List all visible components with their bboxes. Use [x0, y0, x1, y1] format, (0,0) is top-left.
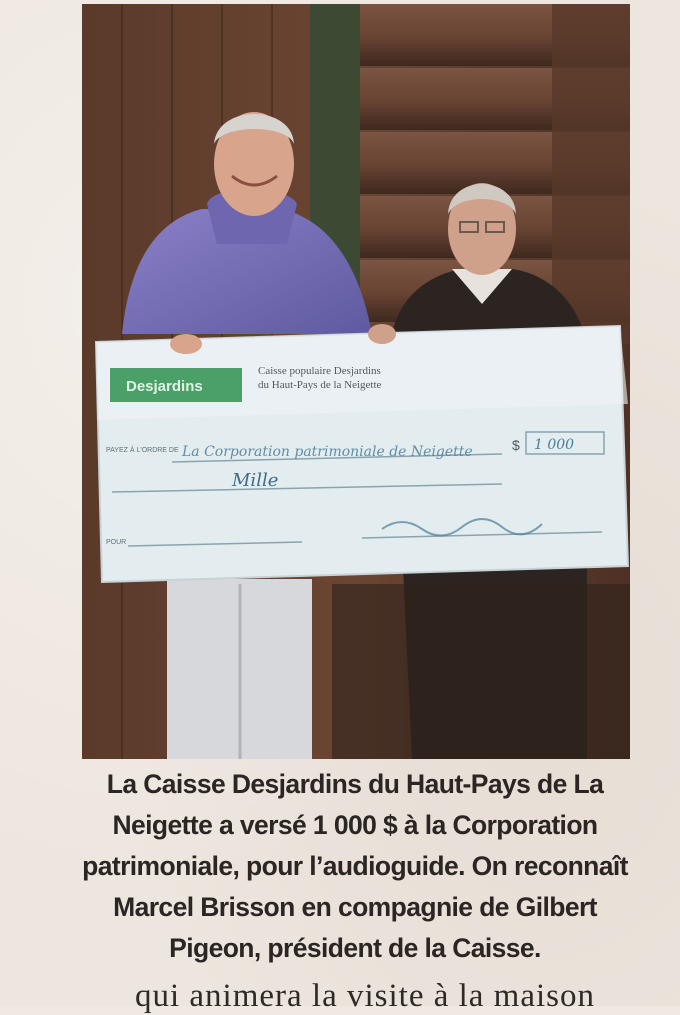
hand-left [170, 334, 202, 354]
logo-text: Desjardins [126, 378, 203, 395]
pay-to-label: PAYEZ À L'ORDRE DE [106, 447, 179, 454]
photo-illustration [82, 4, 630, 759]
amount-figures: 1 000 [534, 437, 575, 453]
issuer-line-2: du Haut-Pays de la Neigette [258, 379, 382, 391]
issuer-line-1: Caisse populaire Desjardins [258, 365, 381, 377]
news-photo [82, 4, 630, 759]
caption-line-3: patrimoniale, pour l’audioguide. On reconnaît [82, 851, 628, 881]
dollar-sign: $ [512, 437, 520, 453]
hand-right [368, 324, 396, 344]
ceremonial-cheque [96, 324, 628, 582]
memo-label: POUR [106, 539, 127, 546]
caption-line-1: La Caisse Desjardins du Haut-Pays de La [106, 769, 604, 799]
caption-line-4: Marcel Brisson en compagnie de Gilbert [113, 892, 597, 922]
payee-handwriting: La Corporation patrimoniale de Neigette [182, 444, 473, 460]
caption-line-2: Neigette a versé 1 000 $ à la Corporation [112, 810, 598, 840]
caption-line-5: Pigeon, président de la Caisse. [169, 933, 541, 963]
photo-caption [60, 764, 650, 969]
amount-words: Mille [232, 470, 279, 491]
article-text-partial: qui animera la visite à la maison [134, 978, 596, 1014]
